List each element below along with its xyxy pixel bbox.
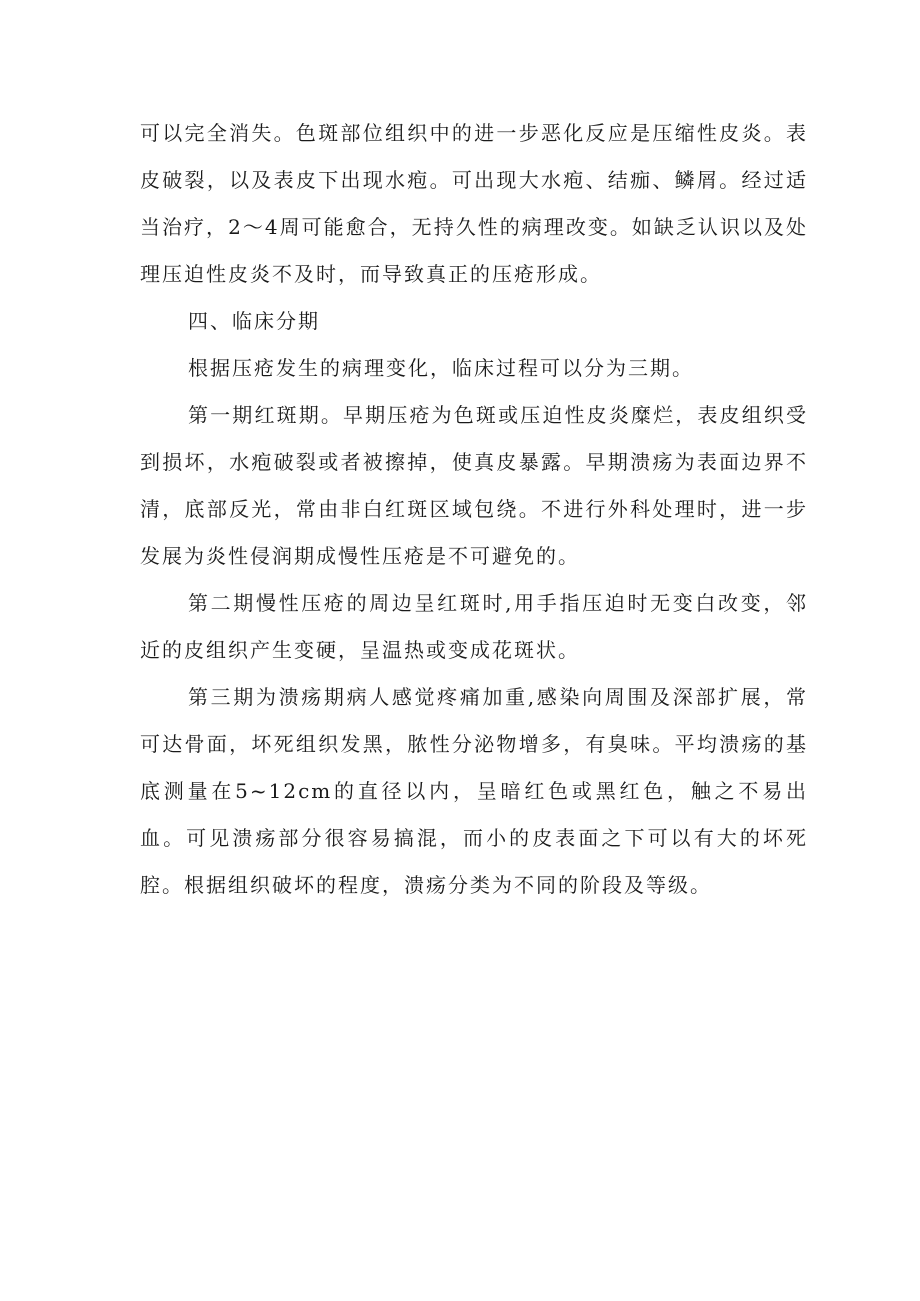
paragraph-intro: 根据压疮发生的病理变化，临床过程可以分为三期。	[188, 356, 694, 380]
paragraph-continuation: 可以完全消失。色斑部位组织中的进一步恶化反应是压缩性皮炎。表皮破裂，以及表皮下出现水疱。可出现大水疱、结痂、鳞屑。经过适当治疗，2～4周可能愈合，无持久性的病理改变。如缺乏认识以及处理压迫性皮炎不及时，而导致真正的压疮形成。	[140, 121, 808, 286]
document-body	[140, 110, 808, 909]
paragraph-stage-three: 第三期为溃疡期病人感觉疼痛加重,感染向周围及深部扩展，常可达骨面，坏死组织发黑，脓性分泌物增多，有臭味。平均溃疡的基底测量在5~12cm的直径以内，呈暗红色或黑红色，触之不易出血。可见溃疡部分很容易搞混，而小的皮表面之下可以有大的坏死腔。根据组织破坏的程度，溃疡分类为不同的阶段及等级。	[140, 685, 808, 897]
section-heading: 四、临床分期	[188, 309, 320, 333]
paragraph-stage-two: 第二期慢性压疮的周边呈红斑时,用手指压迫时无变白改变，邻近的皮组织产生变硬，呈温热或变成花斑状。	[140, 591, 808, 662]
paragraph-stage-one: 第一期红斑期。早期压疮为色斑或压迫性皮炎糜烂，表皮组织受到损坏，水疱破裂或者被擦掉，使真皮暴露。早期溃疡为表面边界不清，底部反光，常由非白红斑区域包绕。不进行外科处理时，进一步发展为炎性侵润期成慢性压疮是不可避免的。	[140, 403, 808, 568]
